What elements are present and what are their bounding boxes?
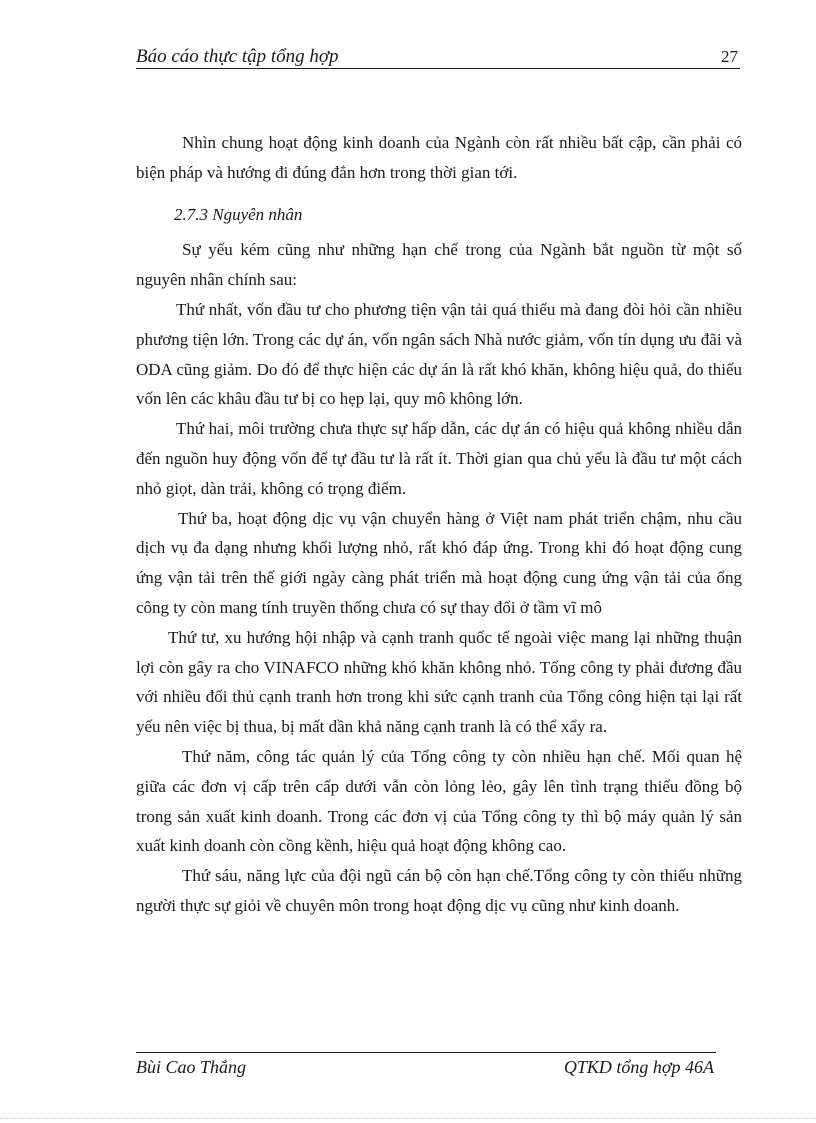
page-header: [136, 44, 740, 69]
paragraph-fourth: Thứ tư, xu hướng hội nhập và cạnh tranh quốc tế ngoài việc mang lại những thuận lợi còn gây ra cho VINAFCO những khó khăn không nhỏ. Tổng công ty phải đương đầu với nhiều đối thủ cạnh tranh hơn trong khi sức cạnh tranh của Tổng công hiện tại lại rất yếu nên việc bị thua, bị mất dần khả năng cạnh tranh là có thể xẩy ra.: [136, 627, 742, 737]
paragraph-second: Thứ hai, môi trường chưa thực sự hấp dẫn, các dự án có hiệu quả không nhiều dẫn đến nguồn huy động vốn để tự đầu tư là rất ít. Thời gian qua chủ yếu là đầu tư một cách nhỏ giọt, dàn trải, không có trọng điểm.: [136, 419, 742, 498]
paragraph-cause-intro: Sự yếu kém cũng như những hạn chế trong của Ngành bắt nguồn từ một số nguyên nhân chính sau:: [136, 240, 742, 290]
footer-class: QTKD tổng hợp 46A: [563, 1057, 714, 1077]
paragraph-fifth: Thứ năm, công tác quản lý của Tổng công ty còn nhiều hạn chế. Mối quan hệ giữa các đơn vị cấp trên cấp dưới vẫn còn lỏng lẻo, gây lên tình trạng thiếu đồng bộ trong sản xuất kinh doanh. Trong các đơn vị của Tổng công ty thì bộ máy quản lý sản xuất kinh doanh còn cồng kềnh, hiệu quả hoạt động không cao.: [136, 746, 742, 856]
document-body: [136, 128, 742, 921]
footer-author: Bùi Cao Thắng: [136, 1057, 247, 1077]
page-number: 27: [721, 47, 738, 66]
paragraph-first: Thứ nhất, vốn đầu tư cho phương tiện vận tải quá thiếu mà đang đòi hỏi cần nhiều phương tiện lớn. Trong các dự án, vốn ngân sách Nhà nước giảm, vốn tín dụng ưu đãi và ODA cũng giảm. Do đó để thực hiện các dự án là rất khó khăn, không hiệu quả, do thiếu vốn lên các khâu đầu tư bị co hẹp lại, quy mô không lớn.: [136, 299, 742, 409]
paragraph-intro: Nhìn chung hoạt động kinh doanh của Ngành còn rất nhiều bất cập, cần phải có biện pháp và hướng đi đúng đắn hơn trong thời gian tới.: [136, 133, 742, 182]
paragraph-third: Thứ ba, hoạt động dịc vụ vận chuyển hàng ở Việt nam phát triển chậm, nhu cầu dịch vụ đa dạng nhưng khối lượng nhỏ, rất khó đáp ứng. Trong khi đó hoạt động cung ứng vận tải trên thế giới ngày càng phát triển mà hoạt động cung ứng vận tải của ổng công ty còn mang tính truyền thống chưa có sự thay đổi ở tầm vĩ mô: [136, 508, 742, 617]
page-edge-divider: [0, 1118, 816, 1120]
paragraph-sixth: Thứ sáu, năng lực của đội ngũ cán bộ còn hạn chế.Tổng công ty còn thiếu những người thực sự giỏi về chuyên môn trong hoạt động dịc vụ cũng như kinh doanh.: [136, 866, 742, 915]
section-heading: 2.7.3 Nguyên nhân: [174, 204, 303, 224]
header-title: Báo cáo thực tập tổng hợp: [136, 46, 339, 67]
page-footer: [136, 1052, 716, 1081]
